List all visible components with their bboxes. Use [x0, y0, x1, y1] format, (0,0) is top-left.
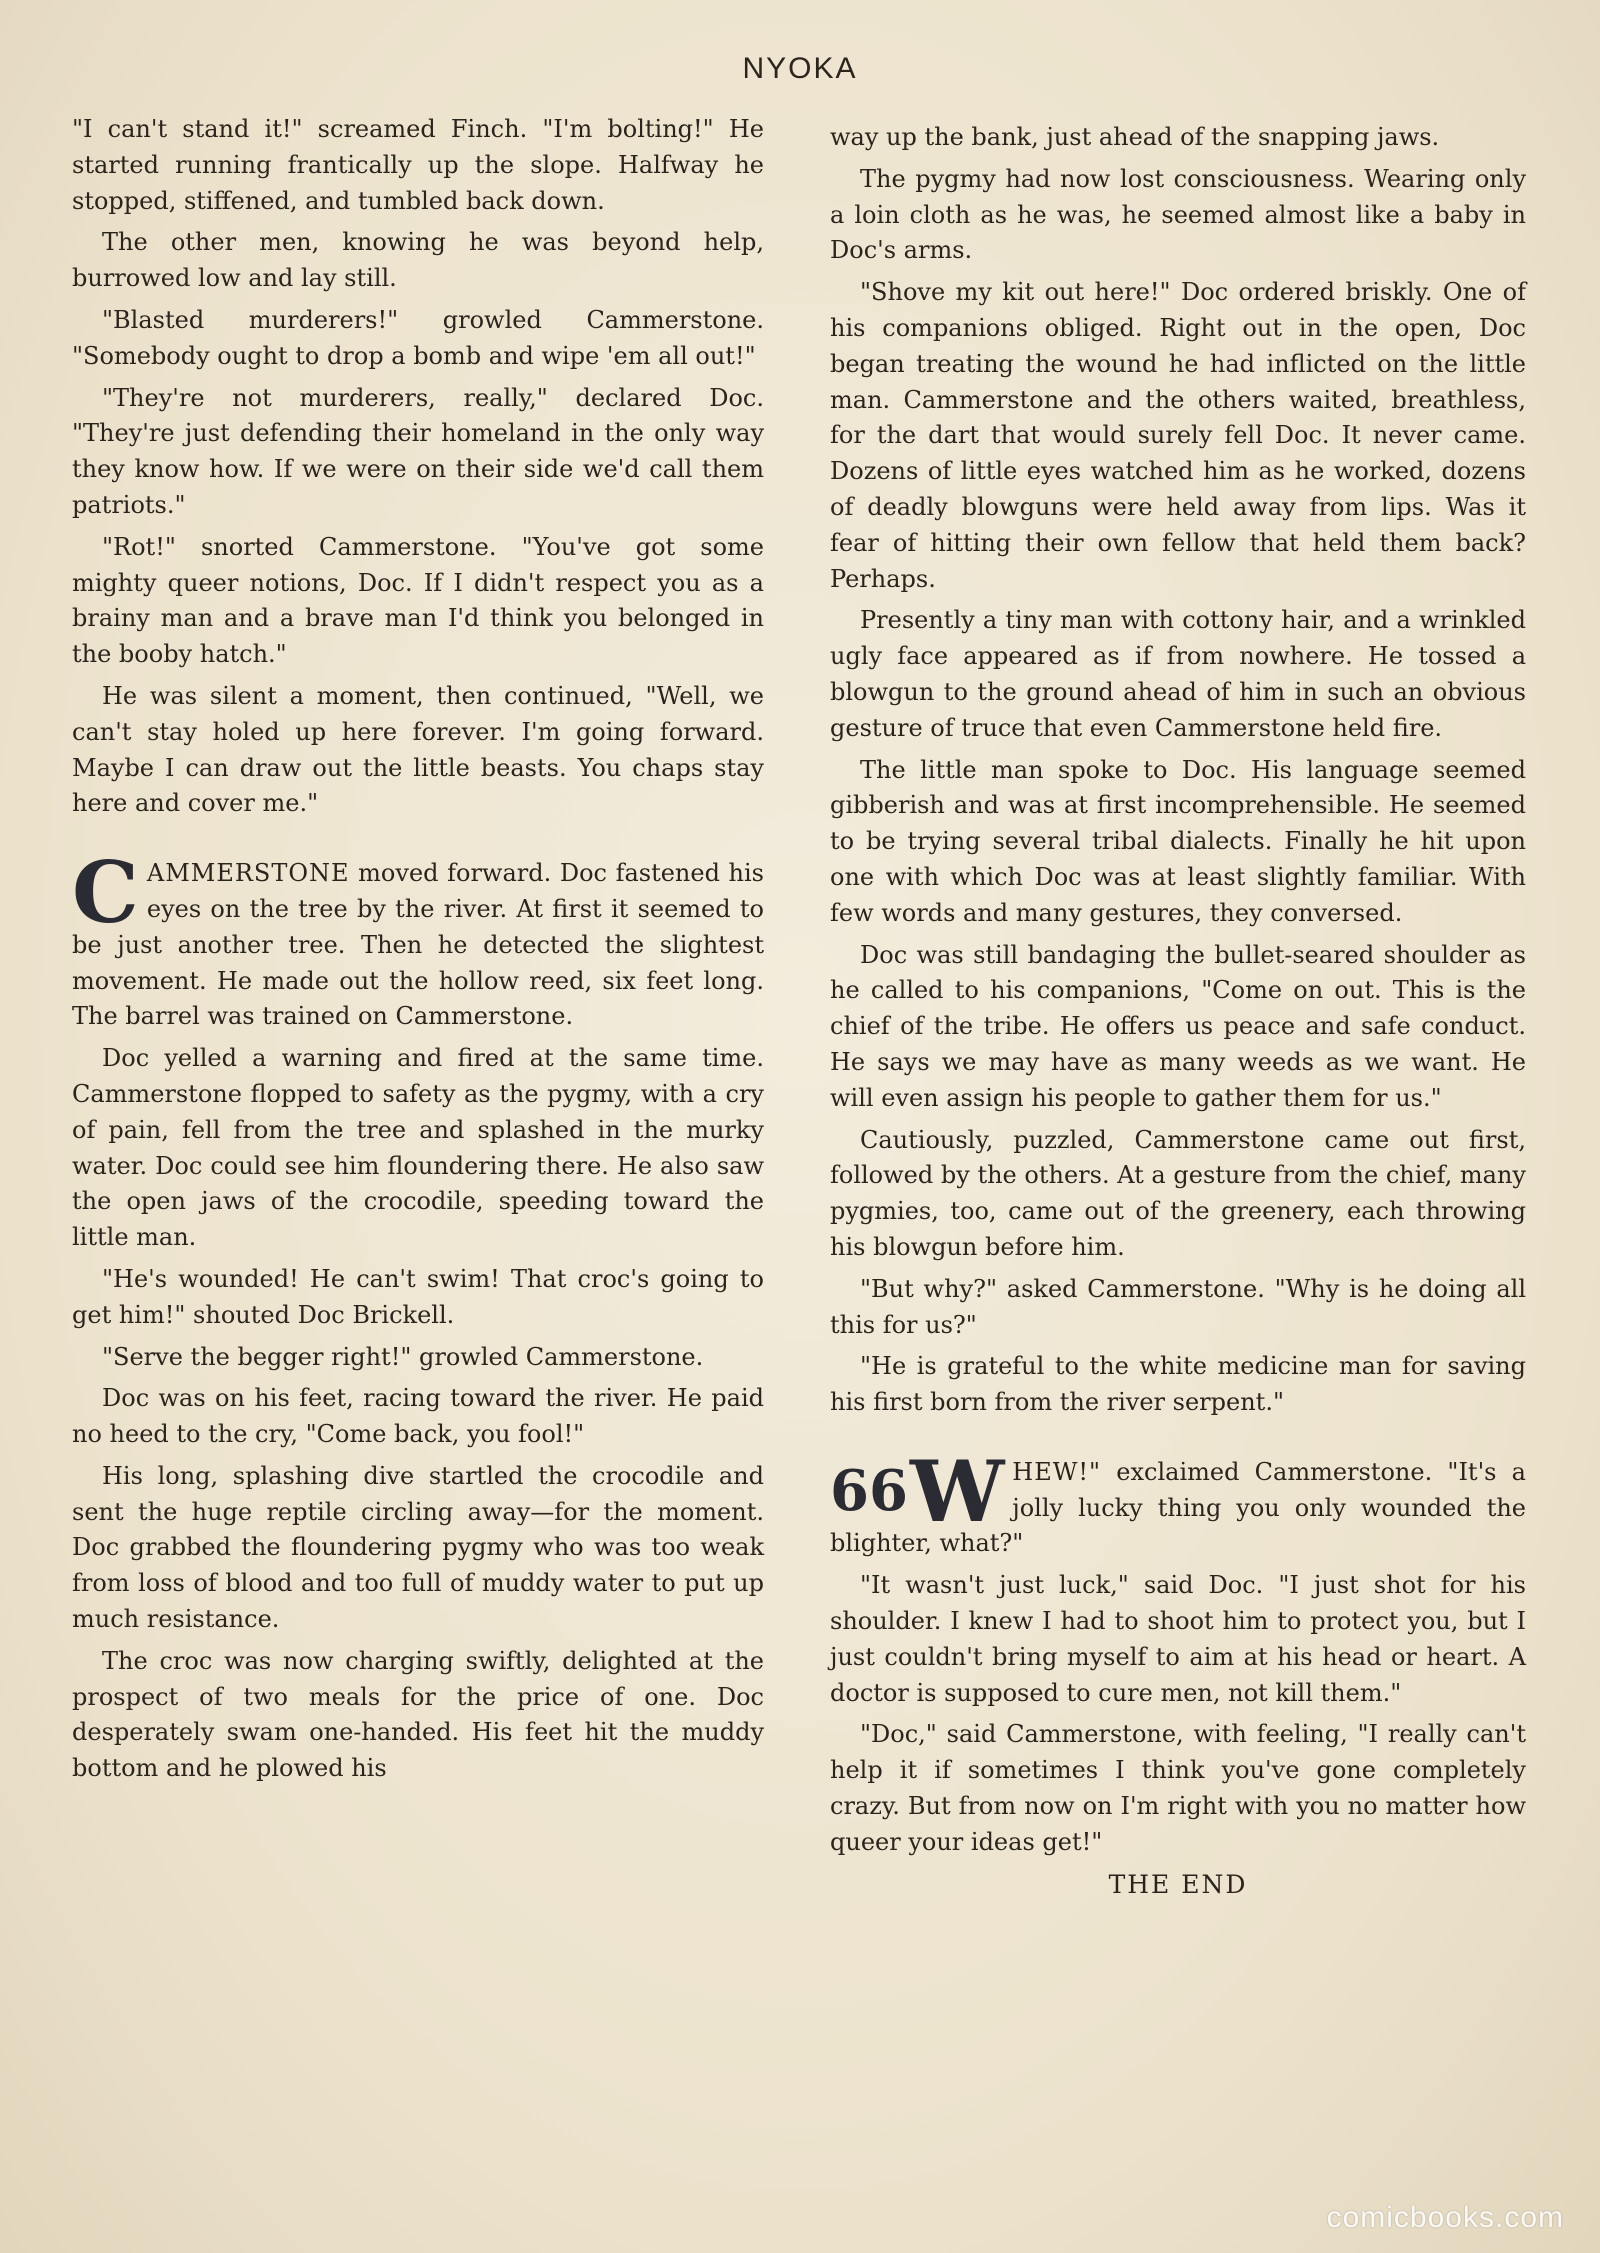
page-title: NYOKA [742, 52, 858, 85]
paragraph: Presently a tiny man with cottony hair, and a wrinkled ugly face appeared as if from nowhere. He tossed a blowgun to the ground ahead of him in such an obvious gesture of truce that even Cammerstone held fire. [830, 606, 1526, 742]
paragraph: "They're not murderers, really," declared Doc. "They're just defending their homeland in the only way they know how. If we were on their side we'd call them patriots." [72, 383, 764, 519]
paragraph: Cautiously, puzzled, Cammerstone came out first, followed by the others. At a gesture from the chief, many pygmies, too, came out of the greenery, each throwing his blowgun before him. [830, 1125, 1526, 1261]
paragraph-dropcap [830, 1441, 1526, 1562]
left-column [72, 112, 764, 1793]
paragraph: The other men, knowing he was beyond help, burrowed low and lay still. [72, 228, 764, 293]
paragraph: He was silent a moment, then continued, "Well, we can't stay holed up here forever. I'm going forward. Maybe I can draw out the little beasts. You chaps stay here and cover me." [72, 681, 764, 818]
drop-cap-letter: C [72, 843, 139, 943]
paragraph-dropcap [72, 843, 764, 1035]
watermark: comicbooks.com [1326, 2201, 1564, 2234]
paragraph: "He's wounded! He can't swim! That croc's going to get him!" shouted Doc Brickell. [72, 1264, 764, 1329]
paragraph: Doc was still bandaging the bullet-seared shoulder as he called to his companions, "Come on out. This is the chief of the tribe. He offers us peace and safe conduct. He says we may have as many weeds as we want. He will even assign his people to gather them for us." [830, 940, 1526, 1112]
paragraph: "Blasted murderers!" growled Cammerstone. "Somebody ought to drop a bomb and wipe 'em all out!" [72, 305, 764, 370]
the-end-label: THE END [1108, 1869, 1248, 1899]
paragraph: His long, splashing dive startled the crocodile and sent the huge reptile circling away—for the moment. Doc grabbed the floundering pygmy who was too weak from loss of blood and too full of muddy water to put up much resistance. [72, 1461, 764, 1634]
smallcaps-lead: HEW!" [1012, 1457, 1102, 1486]
paragraph: "Shove my kit out here!" Doc ordered briskly. One of his companions obliged. Right out in the open, Doc began treating the wound he had inflicted on the little man. Cammerstone and the others waited, breathless, for the dart that would surely fell Doc. It never came. Dozens of little eyes watched him as he worked, dozens of deadly blowguns were held away from lips. Was it fear of hitting their own fellow that held them back? Perhaps. [830, 278, 1526, 593]
paragraph-text: exclaimed Cammerstone. "It's a jolly lucky thing you only wounded the blighter, what?" [830, 1457, 1526, 1558]
right-column [830, 120, 1526, 1908]
paragraph: The pygmy had now lost consciousness. Wearing only a loin cloth as he was, he seemed almost like a baby in Doc's arms. [830, 164, 1526, 265]
paragraph: Doc yelled a warning and fired at the same time. Cammerstone flopped to safety as the pygmy, with a cry of pain, fell from the tree and splashed in the murky water. Doc could see him floundering there. He also saw the open jaws of the crocodile, speeding toward the little man. [72, 1044, 764, 1252]
opening-quote-mark: 66 [830, 1457, 908, 1524]
paragraph: "Doc," said Cammerstone, with feeling, "I really can't help it if sometimes I think you've gone completely crazy. But from now on I'm right with you no matter how queer your ideas get!" [830, 1720, 1526, 1856]
paragraph: "Rot!" snorted Cammerstone. "You've got some mighty queer notions, Doc. If I didn't respect you as a brainy man and a brave man I'd think you belonged in the booby hatch." [72, 532, 764, 669]
paragraph: "It wasn't just luck," said Doc. "I just shot for his shoulder. I knew I had to shoot him to protect you, but I just couldn't bring myself to aim at his head or heart. A doctor is supposed to cure men, not kill them." [830, 1571, 1526, 1707]
drop-cap-letter: W [909, 1441, 1005, 1541]
paragraph: Doc was on his feet, racing toward the river. He paid no heed to the cry, "Come back, you fool!" [72, 1384, 764, 1449]
paragraph: "Serve the begger right!" growled Cammerstone. [102, 1342, 704, 1371]
smallcaps-lead: AMMERSTONE [146, 859, 350, 888]
paragraph: "But why?" asked Cammerstone. "Why is he doing all this for us?" [830, 1274, 1526, 1339]
paragraph: The croc was now charging swiftly, delighted at the prospect of two meals for the price of one. Doc desperately swam one-handed. His feet hit the muddy bottom and he plowed his [72, 1646, 764, 1783]
paragraph: The little man spoke to Doc. His language seemed gibberish and was at first incomprehensible. He seemed to be trying several tribal dialects. Finally he hit upon one with which Doc was at least slightly familiar. With few words and many gestures, they conversed. [830, 755, 1526, 927]
paragraph: "He is grateful to the white medicine man for saving his first born from the river serpent." [830, 1352, 1526, 1417]
paragraph-text: moved forward. Doc fastened his eyes on the tree by the river. At first it seemed to be just another tree. Then he detected the slightest movement. He made out the hollow reed, six feet long. The barrel was trained on Cammerstone. [72, 859, 764, 1031]
paragraph: way up the bank, just ahead of the snapping jaws. [830, 123, 1440, 151]
paragraph: "I can't stand it!" screamed Finch. "I'm bolting!" He started running frantically up the slope. Halfway he stopped, stiffened, and tumbled back down. [72, 115, 764, 215]
